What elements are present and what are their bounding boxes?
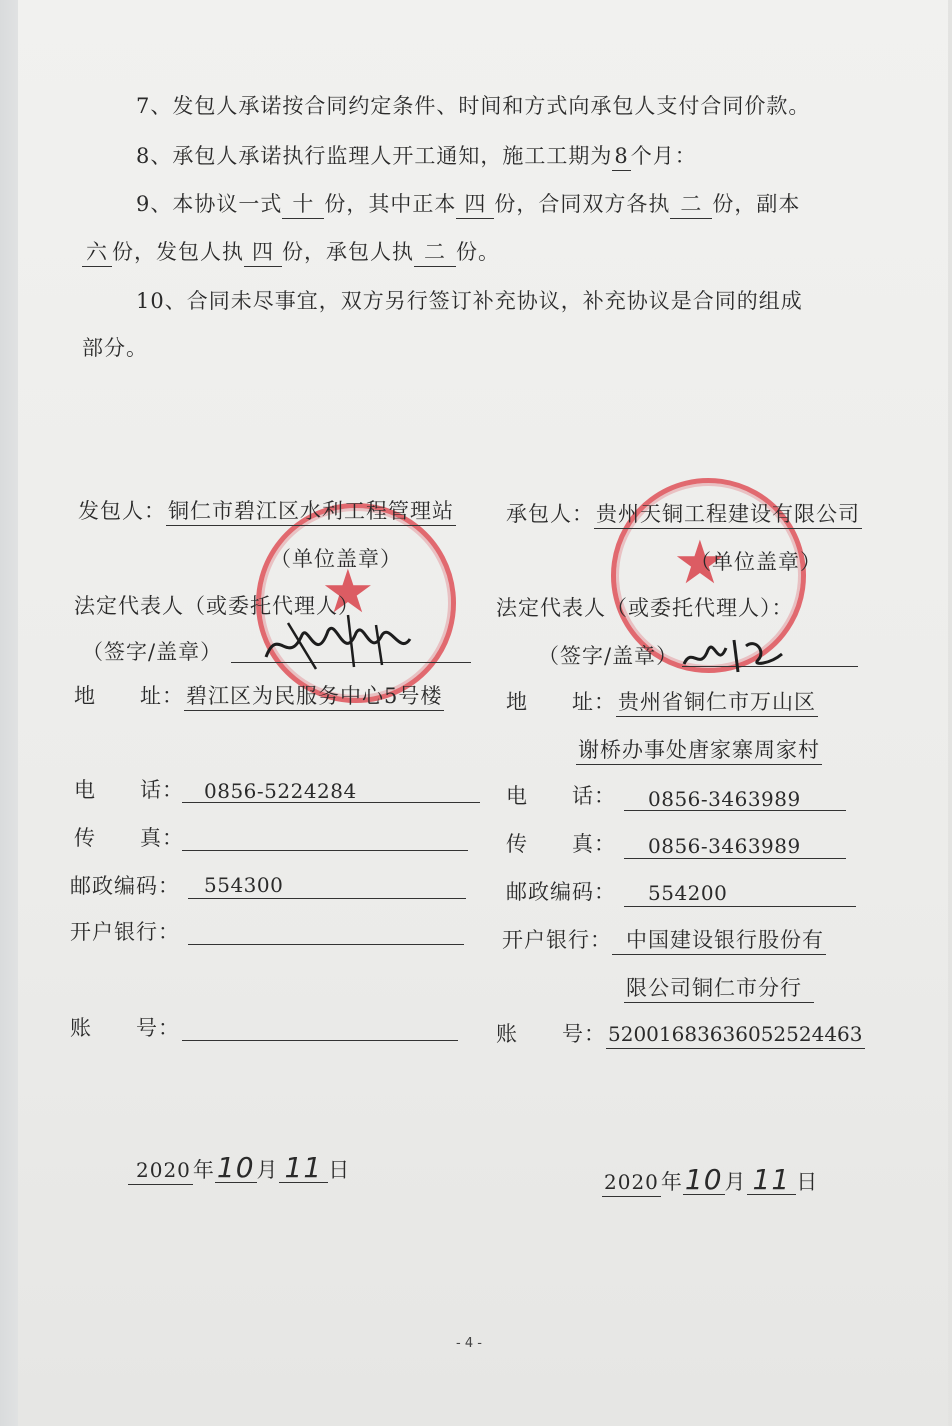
contractor-account: 52001683636052524463	[606, 1020, 865, 1049]
employer-tel: 0856-5224284	[204, 779, 357, 803]
employer-bank-line	[188, 944, 464, 945]
employer-date-year: 2020	[128, 1156, 193, 1185]
contractor-bank-line1: 中国建设银行股份有	[612, 926, 826, 955]
employer-rep-label: 法定代表人（或委托代理人）	[74, 594, 360, 618]
employer-bank-label: 开户银行：	[70, 920, 180, 944]
contractor-bank-label: 开户银行：	[502, 928, 612, 952]
duplicates-value: 六	[82, 238, 112, 267]
contractor-address-line2: 谢桥办事处唐家寨周家村	[576, 736, 822, 765]
contractor-signature	[678, 628, 788, 678]
contractor-rep-label: 法定代表人（或委托代理人）：	[496, 596, 794, 620]
clause-9-text-g: 份。	[456, 240, 500, 264]
clause-9-text-c: 份，合同双方各执	[494, 192, 671, 216]
employer-date-day: 11	[279, 1154, 329, 1183]
copies-total-value: 十	[282, 190, 324, 219]
employer-date	[128, 1151, 351, 1185]
clause-8-unit: 个月：	[630, 144, 697, 168]
contractor-sign-label: （签字/盖章）	[538, 644, 679, 668]
contractor-address-row	[506, 688, 818, 717]
contractor-seal-note: （单位盖章）	[690, 550, 822, 574]
employer-copies-value: 四	[244, 238, 282, 267]
contractor-date-year-unit: 年	[660, 1170, 683, 1194]
employer-name: 铜仁市碧江区水利工程管理站	[166, 497, 456, 526]
clause-9-text-e: 份，发包人执	[112, 240, 244, 264]
contractor-seal-star-icon: ★	[673, 528, 727, 598]
contractor-bank-row	[502, 926, 826, 955]
document-page	[18, 0, 948, 1426]
contractor-fax-label: 传 真：	[506, 832, 616, 856]
contractor-address-label: 地 址：	[506, 690, 616, 714]
contractor-bank-row2	[624, 974, 814, 1003]
contractor-zip-line	[624, 906, 856, 907]
employer-account-label: 账 号：	[70, 1016, 180, 1040]
contractor-tel: 0856-3463989	[648, 787, 801, 811]
contractor-account-row	[496, 1020, 865, 1049]
contractor-date-year: 2020	[602, 1168, 661, 1197]
employer-seal-star-icon: ★	[321, 557, 375, 627]
contractor-block	[506, 500, 862, 529]
clause-9-text-f: 份，承包人执	[282, 240, 414, 264]
clause-8	[136, 142, 697, 171]
clause-9-line1	[136, 190, 800, 219]
contractor-date-month: 10	[684, 1163, 723, 1196]
contractor-date	[602, 1163, 819, 1197]
contractor-tel-label: 电 话：	[506, 784, 616, 808]
contractor-copies-value: 二	[414, 238, 456, 267]
employer-sign-label: （签字/盖章）	[82, 640, 223, 664]
contractor-zip: 554200	[648, 881, 728, 905]
clause-10-line1: 10、合同未尽事宜，双方另行签订补充协议，补充协议是合同的组成	[136, 289, 803, 313]
clause-9-text-a: 9、本协议一式	[136, 192, 283, 216]
employer-address: 碧江区为民服务中心5号楼	[184, 682, 444, 711]
employer-label: 发包人：	[78, 499, 166, 523]
contractor-date-month-unit: 月	[724, 1170, 747, 1194]
clause-8-text: 8、承包人承诺执行监理人开工通知，施工工期为	[136, 144, 613, 168]
clause-9-line2	[82, 238, 500, 267]
employer-tel-label: 电 话：	[74, 778, 184, 802]
employer-address-label: 地 址：	[74, 684, 184, 708]
clause-9-text-b: 份，其中正本	[324, 192, 457, 216]
contractor-name: 贵州天铜工程建设有限公司	[594, 500, 862, 529]
employer-date-month-unit: 月	[256, 1158, 279, 1182]
clause-9-text-d: 份，副本	[712, 192, 801, 216]
originals-value: 四	[456, 190, 494, 219]
contractor-fax: 0856-3463989	[648, 834, 801, 858]
clause-10-line2: 部分。	[82, 336, 148, 360]
clause-7: 7、发包人承诺按合同约定条件、时间和方式向承包人支付合同价款。	[136, 94, 811, 118]
contractor-account-label: 账 号：	[496, 1022, 606, 1046]
each-party-value: 二	[670, 190, 712, 219]
employer-zip-line	[188, 898, 466, 899]
employer-block	[78, 497, 456, 526]
contractor-bank-line2: 限公司铜仁市分行	[624, 974, 814, 1003]
employer-seal-note: （单位盖章）	[270, 547, 402, 571]
employer-signature	[258, 605, 418, 675]
contractor-zip-label: 邮政编码：	[506, 880, 616, 904]
employer-date-day-unit: 日	[328, 1158, 351, 1182]
construction-period-value: 8	[612, 142, 630, 171]
contractor-address-line1: 贵州省铜仁市万山区	[616, 688, 818, 717]
employer-address-row	[74, 682, 444, 711]
contractor-date-day: 11	[747, 1166, 797, 1195]
employer-account-line	[182, 1040, 458, 1041]
page-number: - 4 -	[456, 1336, 482, 1351]
employer-zip: 554300	[204, 873, 284, 897]
employer-date-year-unit: 年	[192, 1158, 215, 1182]
contractor-address-row2	[576, 736, 822, 765]
employer-zip-label: 邮政编码：	[70, 874, 180, 898]
contractor-date-day-unit: 日	[796, 1170, 819, 1194]
contractor-label: 承包人：	[506, 502, 594, 526]
employer-date-month: 10	[216, 1151, 255, 1184]
employer-fax-line	[182, 850, 468, 851]
employer-fax-label: 传 真：	[74, 826, 184, 850]
